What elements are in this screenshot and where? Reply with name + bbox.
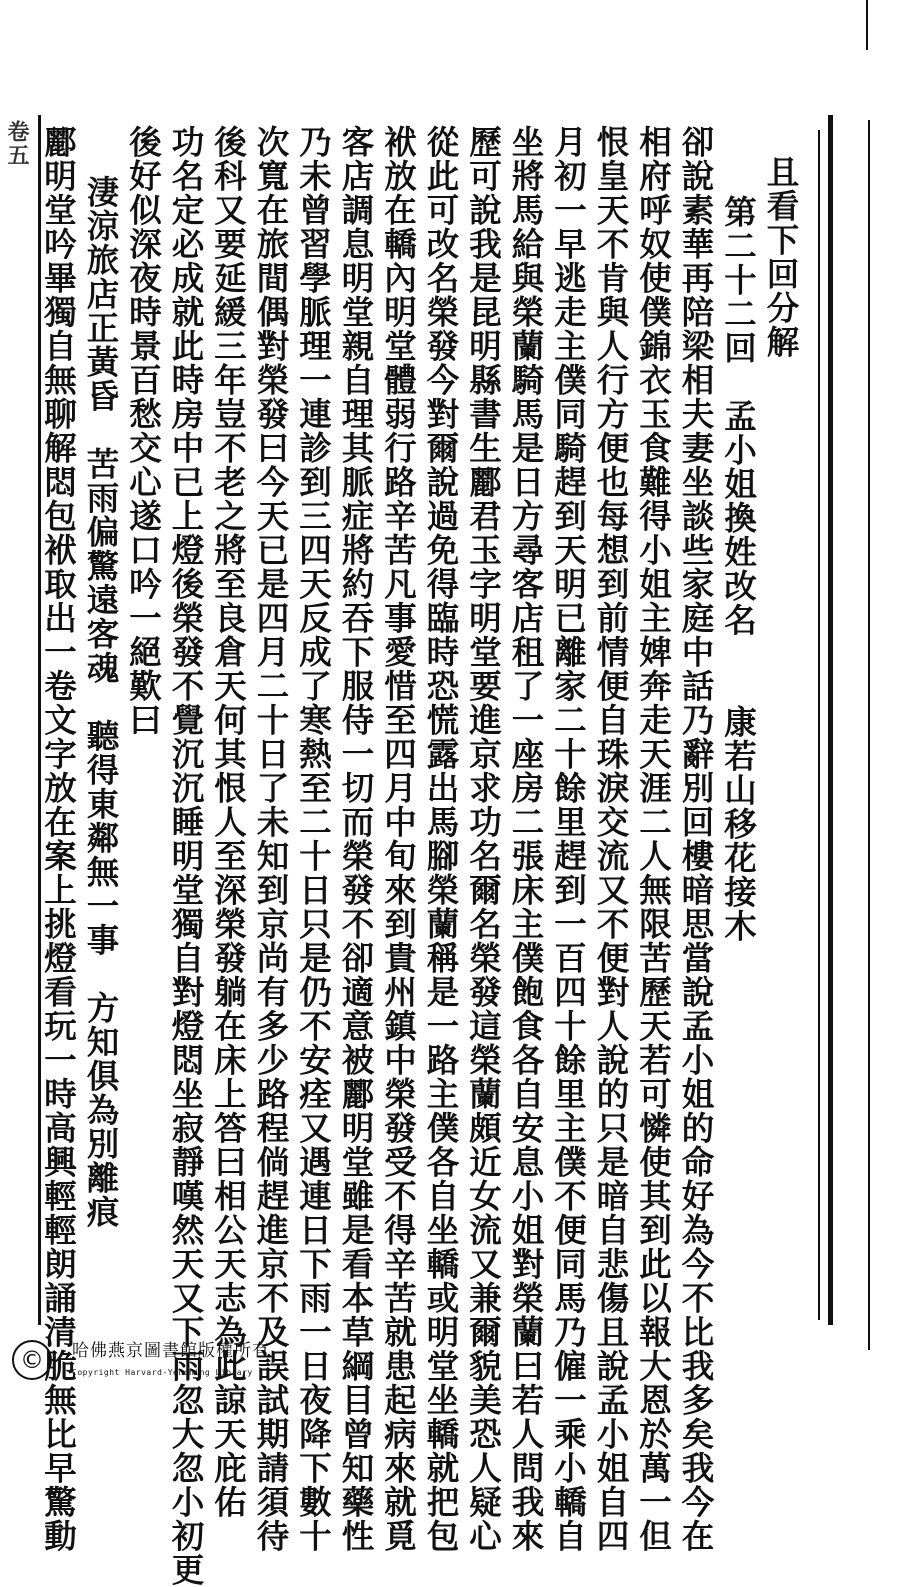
copyright-symbol: © <box>12 1340 52 1380</box>
text-column: 袱放在轎內明堂體弱行路辛苦凡事愛惜至四月中旬來到貴州鎮中榮發受不得辛苦就患起病來就覓 <box>379 125 419 1553</box>
text-column: 恨皇天不肯與人行方便也每想到前情便自珠淚交流又不便對人說的只是暗自悲傷且說孟小姐自四 <box>592 125 631 1553</box>
text-column: 酈明堂吟畢獨自無聊解悶包袱取出一卷文字放在案上挑燈看玩一時高興輕輕朗誦清脆無比早驚動 <box>39 125 79 1553</box>
text-column: 第二十二回 孟小姐換姓改名 康若山移花接木 <box>719 195 759 943</box>
text-column: 次寬在旅間偶對榮發曰今天已是四月二十日了未知到京尚有多少路程倘趕進京不及誤試期請須待 <box>252 125 291 1553</box>
text-column: 乃未曾習學脈理一連診到三四天反成了寒熱至二十日只是仍不安痊又遇連日下雨一日夜降下數十 <box>294 125 334 1553</box>
text-column: 客店調息明堂親自理其脈症將約吞下服侍一切而榮發不卻適意被酈明堂雖是看本草綱目曾知藥性 <box>337 125 376 1553</box>
copyright-english: Copyright Harvard-Yenching Library <box>72 1368 253 1377</box>
page-right-border-outer <box>828 115 833 1325</box>
copyright-notice <box>0 1328 320 1388</box>
margin-glyphs: 卷五 <box>4 120 30 167</box>
text-column: 淒涼旅店正黃昏 苦雨偏驚遠客魂 聽得東鄰無一事 方知俱為別離痕 <box>82 175 121 1229</box>
text-column: 卻說素華再陪梁相夫妻坐談些家庭中話乃辭別回樓暗思當說孟小姐的命好為今不比我多矣我今在 <box>677 125 716 1553</box>
page-top-right-rule <box>866 0 868 50</box>
text-column: 相府呼奴使僕錦衣玉食難得小姐主婢奔走天涯二人無限苦歷天若可憐使其到此以報大恩於萬一但 <box>634 125 674 1553</box>
text-column: 歷可說我是昆明縣書生酈君玉字明堂要進京求功名爾名榮發這榮蘭頗近女流又兼爾貌美恐人疑心 <box>464 125 504 1553</box>
text-column: 後科又要延緩三年豈不老之將至良倉天何其恨人至深榮發躺在床上答曰相公天志為此諒天庇佑 <box>209 125 249 1519</box>
text-column: 且看下回分解 <box>762 155 801 359</box>
text-column: 後好似深夜時景百愁交心遂口吟一絕歎曰 <box>124 125 164 737</box>
text-column: 功名定必成就此時房中已上燈後榮發不覺沉沉睡明堂獨自對燈悶坐寂靜嘆然天又下雨忽大忽小初更 <box>167 125 206 1587</box>
text-column: 從此可改名榮發今對爾說過免得臨時恐慌露出馬腳榮蘭稱是一路主僕各自坐轎或明堂坐轎就把包 <box>422 125 461 1553</box>
left-edge-marginal-glyphs <box>0 120 40 360</box>
text-column: 坐將馬給與榮蘭騎馬是日方尋客店租了一座房二張床主僕飽食各自安息小姐對榮蘭曰若人問我來 <box>507 125 546 1553</box>
text-column: 月初一早逃走主僕同騎趕到天明已離家二十餘里趕到一百四十餘里主僕不便同馬乃僱一乘小轎自 <box>549 125 589 1553</box>
page-right-edge-far <box>868 120 870 1350</box>
copyright-chinese: 哈佛燕京圖書館版權所有 <box>72 1341 270 1361</box>
